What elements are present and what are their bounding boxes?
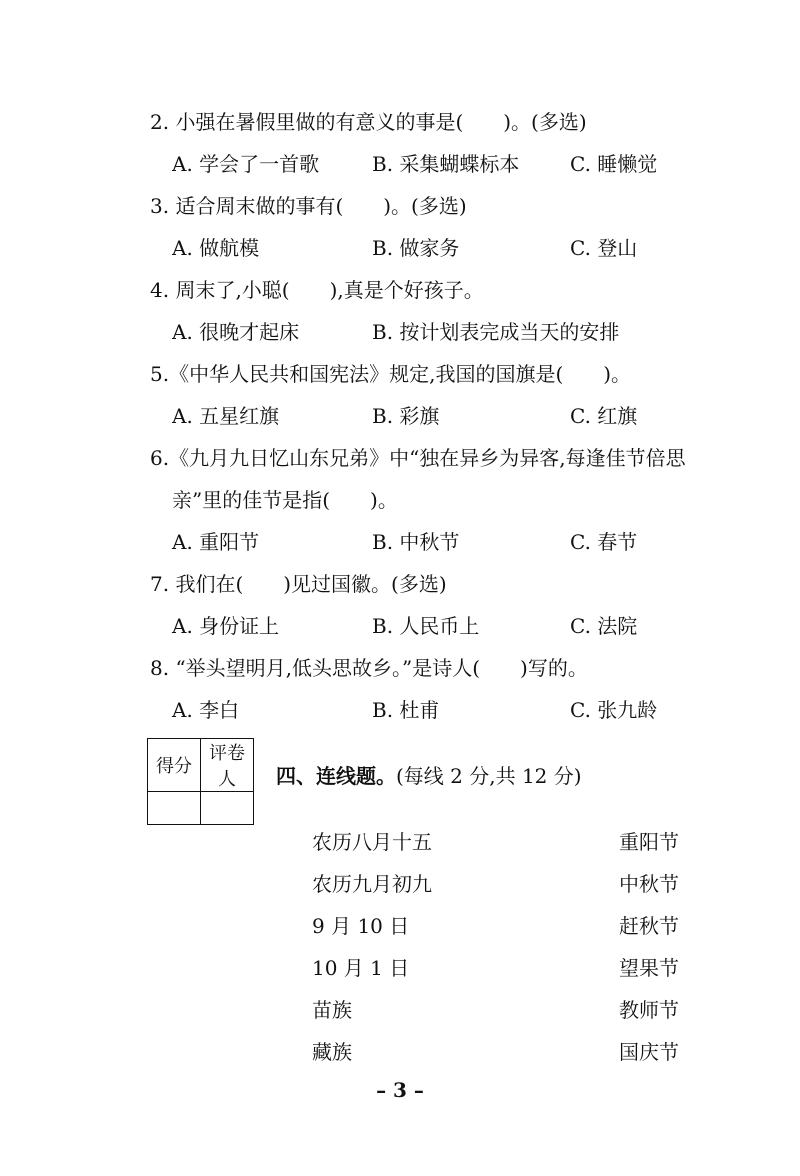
option-b: B. 按计划表完成当天的安排 xyxy=(372,320,620,344)
match-right-item[interactable]: 望果节 xyxy=(619,956,679,980)
option-a: A. 很晚才起床 xyxy=(172,320,300,344)
match-left-item[interactable]: 10 月 1 日 xyxy=(312,956,410,980)
grader-cell[interactable] xyxy=(201,792,254,825)
match-left-item[interactable]: 藏族 xyxy=(312,1040,352,1064)
option-a: A. 李白 xyxy=(172,698,240,722)
question-4: 4. 周末了,小聪( ),真是个好孩子。 xyxy=(150,278,484,302)
match-left-item[interactable]: 农历八月十五 xyxy=(312,830,432,854)
grader-label: 评卷人 xyxy=(201,739,254,792)
match-left-item[interactable]: 农历九月初九 xyxy=(312,872,432,896)
option-c: C. 睡懒觉 xyxy=(570,152,658,176)
match-right-item[interactable]: 教师节 xyxy=(619,998,679,1022)
question-7: 7. 我们在( )见过国徽。(多选) xyxy=(150,572,447,596)
option-c: C. 登山 xyxy=(570,236,638,260)
score-box xyxy=(147,738,254,825)
option-a: A. 做航模 xyxy=(172,236,260,260)
match-right-item[interactable]: 赶秋节 xyxy=(619,914,679,938)
match-right-item[interactable]: 中秋节 xyxy=(619,872,679,896)
option-b: B. 人民币上 xyxy=(372,614,480,638)
option-b: B. 彩旗 xyxy=(372,404,440,428)
option-c: C. 红旗 xyxy=(570,404,638,428)
match-right-item[interactable]: 重阳节 xyxy=(619,830,679,854)
option-b: B. 做家务 xyxy=(372,236,460,260)
match-right-item[interactable]: 国庆节 xyxy=(619,1040,679,1064)
option-b: B. 中秋节 xyxy=(372,530,460,554)
question-6: 6.《九月九日忆山东兄弟》中“独在异乡为异客,每逢佳节倍思 xyxy=(150,446,686,470)
section-4-note: (每线 2 分,共 12 分) xyxy=(396,764,582,788)
section-4-heading xyxy=(276,762,582,790)
option-c: C. 法院 xyxy=(570,614,638,638)
option-a: A. 五星红旗 xyxy=(172,404,280,428)
question-2: 2. 小强在暑假里做的有意义的事是( )。(多选) xyxy=(150,110,587,134)
question-5: 5.《中华人民共和国宪法》规定,我国的国旗是( )。 xyxy=(150,362,632,386)
question-3: 3. 适合周末做的事有( )。(多选) xyxy=(150,194,467,218)
match-left-item[interactable]: 苗族 xyxy=(312,998,352,1022)
option-b: B. 采集蝴蝶标本 xyxy=(372,152,520,176)
option-c: C. 春节 xyxy=(570,530,638,554)
score-label: 得分 xyxy=(148,739,201,792)
page-number: – 3 – xyxy=(376,1078,424,1102)
question-6-continued: 亲”里的佳节是指( )。 xyxy=(172,488,398,512)
option-b: B. 杜甫 xyxy=(372,698,440,722)
match-left-item[interactable]: 9 月 10 日 xyxy=(312,914,410,938)
option-a: A. 学会了一首歌 xyxy=(172,152,320,176)
option-c: C. 张九龄 xyxy=(570,698,658,722)
section-4-title: 四、连线题。 xyxy=(276,764,396,788)
option-a: A. 重阳节 xyxy=(172,530,260,554)
option-a: A. 身份证上 xyxy=(172,614,280,638)
score-cell[interactable] xyxy=(148,792,201,825)
question-8: 8. “举头望明月,低头思故乡。”是诗人( )写的。 xyxy=(150,656,588,680)
